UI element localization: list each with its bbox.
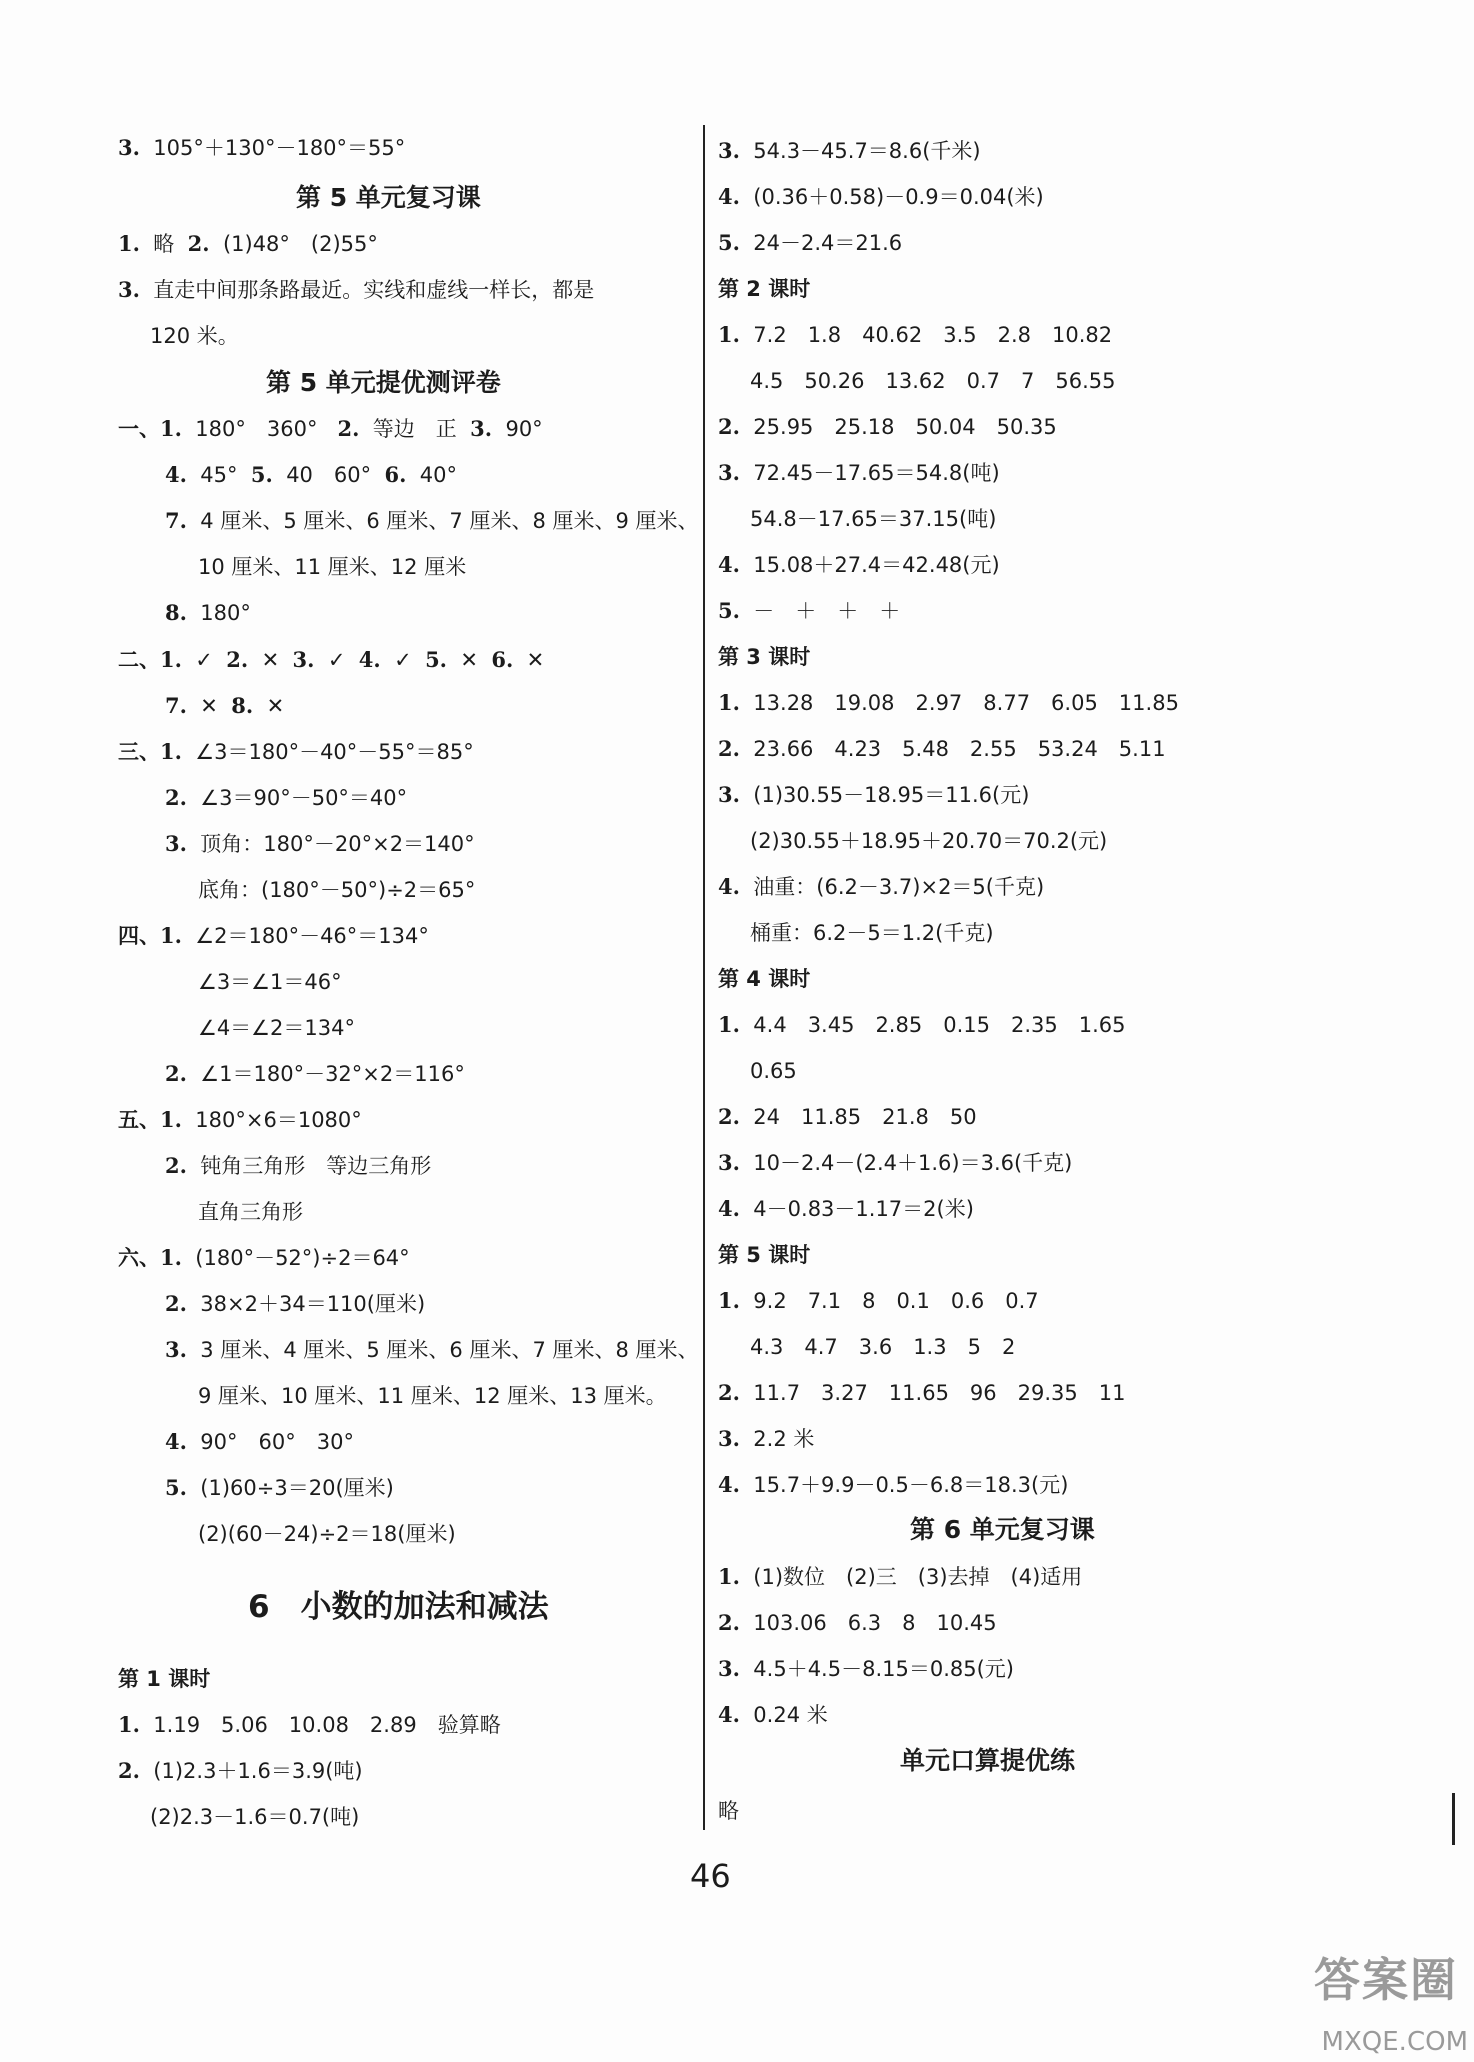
section-title: 第 5 单元复习课 [296, 183, 481, 212]
answer-line: 3. 105°＋130°－180°＝55° [118, 135, 406, 160]
answer-line: 1. 1.19 5.06 10.08 2.89 验算略 [118, 1712, 501, 1737]
answer-line: 4. 油重：(6.2－3.7)×2＝5(千克) [718, 874, 1045, 899]
answer-line: 3. 10－2.4－(2.4＋1.6)＝3.6(千克) [718, 1150, 1073, 1175]
answer-line: 3. 2.2 米 [718, 1426, 815, 1451]
lesson-title: 第 4 课时 [718, 967, 811, 991]
answer-line: 1. (1)数位 (2)三 (3)去掉 (4)适用 [718, 1564, 1083, 1589]
answer-line: 4. (0.36＋0.58)－0.9＝0.04(米) [718, 184, 1044, 209]
answer-line: 二、1. ✓ 2. ✕ 3. ✓ 4. ✓ 5. ✕ 6. ✕ [118, 647, 545, 672]
answer-line: 3. 72.45－17.65＝54.8(吨) [718, 460, 1000, 485]
answer-line: 2. 103.06 6.3 8 10.45 [718, 1610, 997, 1635]
answer-line: 7. 4 厘米、5 厘米、6 厘米、7 厘米、8 厘米、9 厘米、 [165, 508, 699, 533]
answer-line: 4. 45° 5. 40 60° 6. 40° [165, 462, 458, 487]
answer-line: 略 [718, 1799, 739, 1823]
answer-line: 底角：(180°－50°)÷2＝65° [198, 878, 476, 902]
section-title: 单元口算提优练 [900, 1746, 1076, 1775]
answer-line: 3. (1)30.55－18.95＝11.6(元) [718, 782, 1030, 807]
answer-line: 1. 4.4 3.45 2.85 0.15 2.35 1.65 [718, 1012, 1126, 1037]
answer-line: 1. 7.2 1.8 40.62 3.5 2.8 10.82 [718, 322, 1113, 347]
answer-line: 5. 24－2.4＝21.6 [718, 230, 903, 255]
lesson-title: 第 1 课时 [118, 1667, 211, 1691]
answer-line: 1. 13.28 19.08 2.97 8.77 6.05 11.85 [718, 690, 1179, 715]
answer-line: 三、1. ∠3＝180°－40°－55°＝85° [118, 739, 474, 764]
answer-line: 7. ✕ 8. ✕ [165, 693, 285, 718]
answer-line: 3. 顶角：180°－20°×2＝140° [165, 831, 475, 856]
answer-line: 3. 3 厘米、4 厘米、5 厘米、6 厘米、7 厘米、8 厘米、 [165, 1337, 699, 1362]
answer-line: 3. 直走中间那条路最近。实线和虚线一样长，都是 [118, 277, 595, 302]
answer-line: 2. 24 11.85 21.8 50 [718, 1104, 977, 1129]
answer-line: 1. 9.2 7.1 8 0.1 0.6 0.7 [718, 1288, 1039, 1313]
answer-line: 2. ∠1＝180°－32°×2＝116° [165, 1061, 465, 1086]
answer-line: 4. 0.24 米 [718, 1702, 828, 1727]
answer-line: 5. (1)60÷3＝20(厘米) [165, 1475, 394, 1500]
answer-line: 2. ∠3＝90°－50°＝40° [165, 785, 408, 810]
answer-line: 120 米。 [150, 324, 239, 348]
answer-line: 3. 54.3－45.7＝8.6(千米) [718, 138, 981, 163]
answer-line: 四、1. ∠2＝180°－46°＝134° [118, 923, 429, 948]
edge-mark [1452, 1793, 1455, 1845]
answer-line: 5. － ＋ ＋ ＋ [718, 598, 901, 623]
lesson-title: 第 5 课时 [718, 1243, 811, 1267]
lesson-title: 第 2 课时 [718, 277, 811, 301]
chapter-title: 6 小数的加法和减法 [248, 1589, 549, 1625]
answer-line: ∠4＝∠2＝134° [198, 1016, 355, 1040]
answer-line: 0.65 [750, 1059, 797, 1083]
answer-line: 2. 38×2＋34＝110(厘米) [165, 1291, 426, 1316]
answer-line: 8. 180° [165, 600, 251, 625]
watermark-logo-text: 答案圈 [1314, 1953, 1458, 2007]
section-title: 第 5 单元提优测评卷 [266, 368, 501, 397]
answer-line: 9 厘米、10 厘米、11 厘米、12 厘米、13 厘米。 [198, 1384, 667, 1408]
answer-line: 2. 23.66 4.23 5.48 2.55 53.24 5.11 [718, 736, 1166, 761]
answer-line: 直角三角形 [198, 1200, 303, 1224]
answer-line: 2. 钝角三角形 等边三角形 [165, 1153, 432, 1178]
column-divider [703, 125, 705, 1830]
answer-line: (2)30.55＋18.95＋20.70＝70.2(元) [750, 829, 1108, 853]
answer-line: 54.8－17.65＝37.15(吨) [750, 507, 997, 531]
answer-line: 一、1. 180° 360° 2. 等边 正 3. 90° [118, 416, 543, 441]
answer-line: 2. (1)2.3＋1.6＝3.9(吨) [118, 1758, 363, 1783]
answer-line: ∠3＝∠1＝46° [198, 970, 342, 994]
answer-line: 桶重：6.2－5＝1.2(千克) [750, 921, 994, 945]
watermark-url: MXQE.COM [1321, 2027, 1468, 2057]
answer-line: 五、1. 180°×6＝1080° [118, 1107, 362, 1132]
lesson-title: 第 3 课时 [718, 645, 811, 669]
answer-line: 2. 11.7 3.27 11.65 96 29.35 11 [718, 1380, 1126, 1405]
answer-line: 4. 15.08＋27.4＝42.48(元) [718, 552, 1000, 577]
answer-line: 3. 4.5＋4.5－8.15＝0.85(元) [718, 1656, 1014, 1681]
answer-line: 2. 25.95 25.18 50.04 50.35 [718, 414, 1057, 439]
answer-line: (2)2.3－1.6＝0.7(吨) [150, 1805, 360, 1829]
page-number: 46 [690, 1857, 731, 1895]
answer-line: 4. 15.7＋9.9－0.5－6.8＝18.3(元) [718, 1472, 1069, 1497]
answer-line: 4. 4－0.83－1.17＝2(米) [718, 1196, 974, 1221]
answer-line: 10 厘米、11 厘米、12 厘米 [198, 555, 467, 579]
answer-line: (2)(60－24)÷2＝18(厘米) [198, 1522, 456, 1546]
section-title: 第 6 单元复习课 [910, 1515, 1095, 1544]
answer-line: 4.5 50.26 13.62 0.7 7 56.55 [750, 369, 1116, 393]
answer-line: 4. 90° 60° 30° [165, 1429, 354, 1454]
answer-line: 六、1. (180°－52°)÷2＝64° [118, 1245, 410, 1270]
answer-line: 1. 略 2. (1)48° (2)55° [118, 231, 378, 256]
watermark [1178, 1952, 1468, 2058]
answer-line: 4.3 4.7 3.6 1.3 5 2 [750, 1335, 1016, 1359]
